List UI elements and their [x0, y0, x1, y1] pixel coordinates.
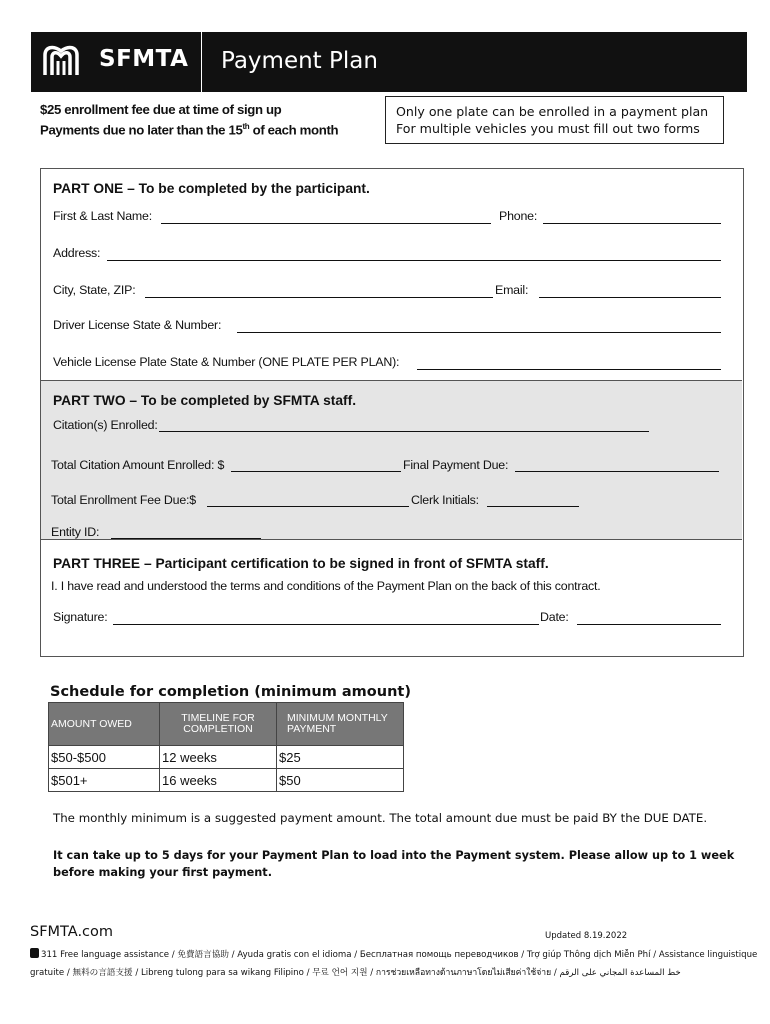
clerk-initials-label: Clerk Initials:	[411, 493, 479, 507]
fee-info-line2: Payments due no later than the 15th of each month	[40, 122, 339, 138]
final-payment-field[interactable]	[515, 471, 719, 472]
part-two-section	[41, 380, 742, 540]
clerk-initials-field[interactable]	[487, 506, 579, 507]
schedule-cell: $50-$500	[49, 746, 160, 769]
schedule-cell: 16 weeks	[160, 769, 277, 792]
website-link[interactable]: SFMTA.com	[30, 924, 114, 940]
date-label: Date:	[540, 610, 569, 624]
name-field[interactable]	[161, 223, 491, 224]
payment-plan-form	[40, 168, 744, 657]
table-row	[49, 746, 404, 769]
part-one-title: PART ONE – To be completed by the participant.	[53, 181, 370, 196]
phone-label: Phone:	[499, 209, 538, 223]
entity-id-field[interactable]	[111, 538, 261, 539]
language-assistance-text: 311 Free language assistance / 免費語言協助 / Ayuda gratis con el idioma / Бесплатная помощь переводчиков / Trợ giúp Thông dịch Miễn Phí / Assistance linguistique gratuite / 無料の言語支援 / Libreng tulong para sa wikang Filipino / 무료 언어 지원 / การช่วยเหลือทางด้านภาษาโดยไม่เสียค่าใช้จ่าย / خط المساعدة المجاني على الرقم	[30, 950, 758, 978]
fee-info	[40, 101, 338, 138]
signature-field[interactable]	[113, 624, 539, 625]
language-assistance	[30, 946, 760, 982]
signature-label: Signature:	[53, 610, 108, 624]
final-payment-label: Final Payment Due:	[403, 458, 509, 472]
processing-note: It can take up to 5 days for your Payment Plan to load into the Payment system. Please allow up to 1 week before making your first payment.	[53, 849, 735, 879]
schedule-cell: $25	[277, 746, 404, 769]
part-three-title: PART THREE – Participant certification to be signed in front of SFMTA staff.	[53, 556, 549, 571]
fee-due-field[interactable]	[207, 506, 409, 507]
address-field[interactable]	[107, 260, 721, 261]
citations-field[interactable]	[159, 431, 649, 432]
license-field[interactable]	[237, 332, 721, 333]
plate-notice-box	[385, 96, 724, 144]
table-row	[49, 769, 404, 792]
schedule-header-timeline: TIMELINE FOR COMPLETION	[160, 703, 277, 746]
plate-notice-line1: Only one plate can be enrolled in a payment plan	[396, 104, 709, 119]
email-label: Email:	[495, 283, 529, 297]
schedule-header-amount: AMOUNT OWED	[49, 703, 160, 746]
phone-field[interactable]	[543, 223, 721, 224]
fee-due-label: Total Enrollment Fee Due:$	[51, 493, 196, 507]
schedule-cell: $50	[277, 769, 404, 792]
city-field[interactable]	[145, 297, 493, 298]
name-label: First & Last Name:	[53, 209, 152, 223]
schedule-cell: 12 weeks	[160, 746, 277, 769]
brand-name: SFMTA	[99, 46, 189, 72]
citations-label: Citation(s) Enrolled:	[53, 418, 158, 432]
total-amount-field[interactable]	[231, 471, 401, 472]
updated-date: Updated 8.19.2022	[545, 931, 628, 941]
page-title: Payment Plan	[221, 48, 378, 74]
city-label: City, State, ZIP:	[53, 283, 136, 297]
certification-statement: I. I have read and understood the terms and conditions of the Payment Plan on the back of this contract.	[51, 579, 601, 593]
schedule-title: Schedule for completion (minimum amount)	[50, 684, 411, 700]
plate-notice-line2: For multiple vehicles you must fill out two forms	[396, 121, 700, 136]
schedule-header-minimum: MINIMUM MONTHLY PAYMENT	[277, 703, 404, 746]
fee-info-line1: $25 enrollment fee due at time of sign up	[40, 102, 282, 117]
plate-label: Vehicle License Plate State & Number (ONE PLATE PER PLAN):	[53, 355, 400, 369]
minimum-note: The monthly minimum is a suggested payment amount. The total amount due must be paid BY the DUE DATE.	[53, 811, 708, 825]
header-bar	[31, 32, 747, 92]
email-field[interactable]	[539, 297, 721, 298]
plate-field[interactable]	[417, 369, 721, 370]
schedule-table	[48, 702, 404, 792]
address-label: Address:	[53, 246, 101, 260]
license-label: Driver License State & Number:	[53, 318, 222, 332]
entity-id-label: Entity ID:	[51, 525, 100, 539]
sfmta-logo-icon	[41, 41, 81, 81]
header-divider	[201, 32, 202, 92]
date-field[interactable]	[577, 624, 721, 625]
schedule-cell: $501+	[49, 769, 160, 792]
total-amount-label: Total Citation Amount Enrolled: $	[51, 458, 225, 472]
part-two-title: PART TWO – To be completed by SFMTA staff.	[53, 393, 357, 408]
schedule-header-row	[49, 703, 404, 746]
phone-icon	[30, 948, 39, 958]
